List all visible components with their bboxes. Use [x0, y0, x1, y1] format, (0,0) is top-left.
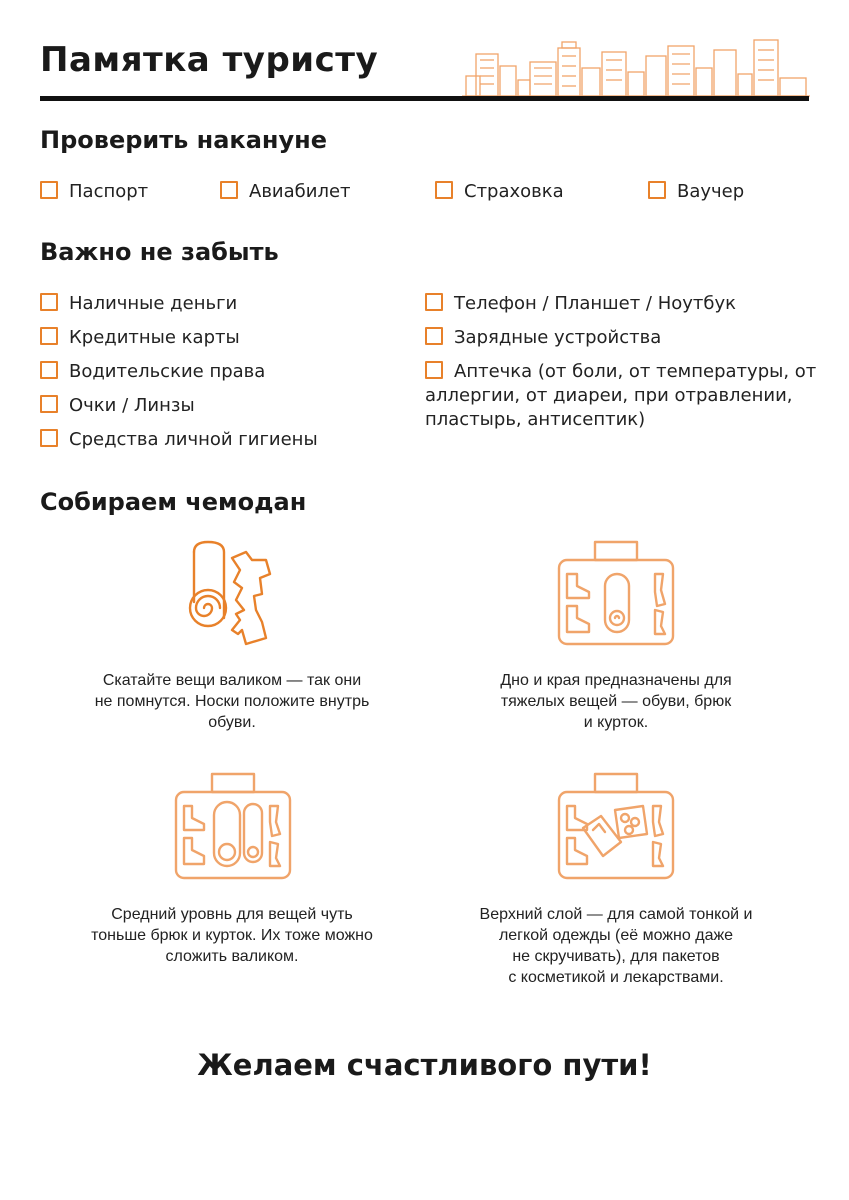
checkbox-air-ticket[interactable] [220, 180, 351, 204]
checkbox-devices[interactable] [425, 292, 736, 316]
checkbox-icon[interactable] [425, 327, 443, 345]
checkbox-label: Кредитные карты [69, 327, 240, 348]
title-divider [40, 96, 809, 101]
checkbox-icon[interactable] [40, 327, 58, 345]
checkbox-icon[interactable] [40, 361, 58, 379]
checkbox-icon[interactable] [648, 181, 666, 199]
closing-message: Желаем счастливого пути! [197, 1048, 652, 1082]
checkbox-icon[interactable] [435, 181, 453, 199]
section-title-packing: Собираем чемодан [40, 488, 307, 516]
tip-text-top: Верхний слой — для самой тонкой и легкой одежды (её можно даже не скручивать), для пакетов с косметикой и лекарствами. [479, 906, 753, 986]
checkbox-driver-license[interactable] [40, 360, 265, 384]
checkbox-voucher[interactable] [648, 180, 744, 204]
first-aid-details: аллергии, от диареи, при отравлении, пластырь, антисептик) [425, 385, 793, 430]
checkbox-icon[interactable] [40, 293, 58, 311]
checkbox-chargers[interactable] [425, 326, 661, 350]
checkbox-label: Паспорт [69, 181, 149, 202]
checkbox-glasses[interactable] [40, 394, 195, 418]
checkbox-icon[interactable] [40, 395, 58, 413]
checkbox-icon[interactable] [425, 293, 443, 311]
suitcase-bottom-layer-icon [555, 540, 677, 648]
checkbox-label: Страховка [464, 181, 564, 202]
checkbox-icon[interactable] [40, 181, 58, 199]
checkbox-label: Ваучер [677, 181, 745, 202]
checkbox-icon[interactable] [425, 361, 443, 379]
checkbox-label: Телефон / Планшет / Ноутбук [454, 293, 737, 314]
checkbox-cash[interactable] [40, 292, 237, 316]
tip-text-bottom: Дно и края предназначены для тяжелых вещей — обуви, брюк и курток. [500, 672, 732, 731]
checkbox-hygiene[interactable] [40, 428, 318, 452]
tip-text-rolling: Скатайте вещи валиком — так они не помнутся. Носки положите внутрь обуви. [94, 672, 370, 731]
rolled-clothes-icon [180, 538, 280, 650]
checkbox-label: Зарядные устройства [454, 327, 662, 348]
page-title: Памятка туристу [40, 40, 379, 80]
suitcase-middle-layer-icon [172, 772, 294, 882]
section-title-check-before: Проверить накануне [40, 126, 328, 154]
checkbox-icon[interactable] [220, 181, 238, 199]
city-skyline-icon [462, 38, 810, 98]
checkbox-icon[interactable] [40, 429, 58, 447]
checkbox-passport[interactable] [40, 180, 148, 204]
checkbox-label: Наличные деньги [69, 293, 238, 314]
checkbox-credit-cards[interactable] [40, 326, 240, 350]
checkbox-label: Авиабилет [249, 181, 351, 202]
checkbox-first-aid[interactable] [425, 360, 816, 384]
section-title-dont-forget: Важно не забыть [40, 238, 279, 266]
checkbox-label: Аптечка (от боли, от температуры, от [454, 361, 817, 382]
checkbox-label: Очки / Линзы [69, 395, 195, 416]
checkbox-label: Водительские права [69, 361, 266, 382]
checkbox-insurance[interactable] [435, 180, 564, 204]
suitcase-top-layer-icon [555, 772, 677, 882]
checkbox-label: Средства личной гигиены [69, 429, 318, 450]
tip-text-middle: Средний уровнь для вещей чуть тоньше брюк и курток. Их тоже можно сложить валиком. [91, 906, 373, 965]
